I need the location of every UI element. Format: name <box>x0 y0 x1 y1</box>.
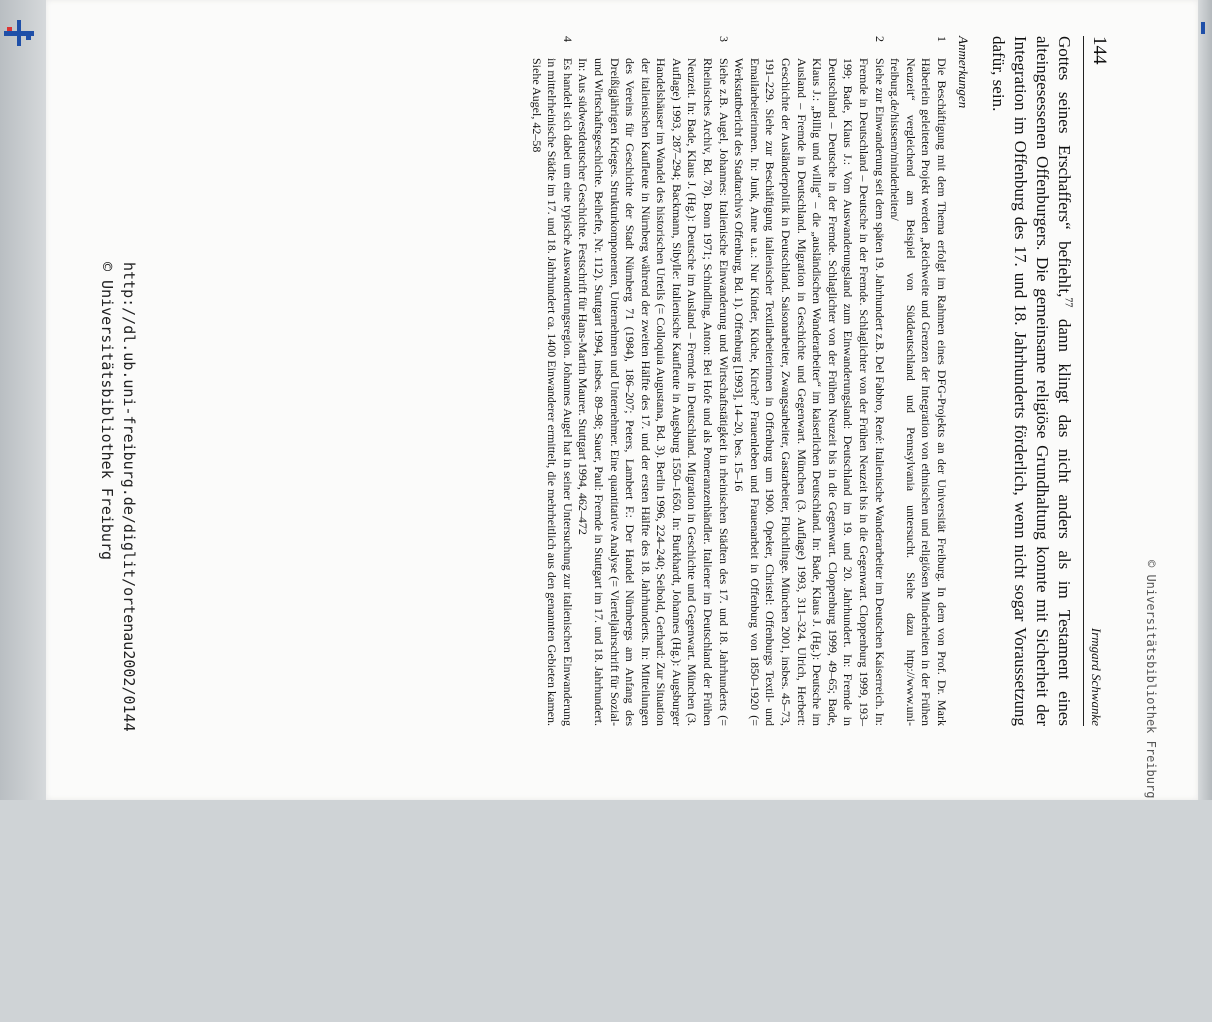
note-number: 4 <box>560 36 575 42</box>
running-author: Irmgard Schwanke <box>1089 627 1104 726</box>
note-text: Siehe z.B. Augel, Johannes: Italienische Einwanderung und Wirtschaftstätigkeit in rheinischen Städten des 17. und 18. Jahrhunderts (= Rheinisches Archiv, Bd. 78). Bonn 1971; Schindling, Anton: Bei Hofe und als Pomeranzenhändler. Italiener im Deutschland der Frühen Neuzeit. In: Bade, Klaus J. (Hg.): Deutsche im Ausland – Fremde in Deutschland. Migration in Geschichte und Gegenwart. München (3. Auflage) 1993, 287–294; Backmann, Sibylle: Italienische Kaufleute in Augsburg 1550–1650. In: Burkhardt, Johannes (Hg.): Augsburger Handelshäuser im Wandel des historischen Urteils (= Colloquia Augustana, Bd. 3). Berlin 1996, 224–240; Seibold, Gerhard: Zur Situation der italienischen Kaufleute in Nürnberg während der zweiten Hälfte des 17. und der ersten Hälfte des 18. Jahrhunderts. In: Mitteilungen des Vereins für Geschichte der Stadt Nürnberg 71 (1984), 186–207; Peters, Lambert F.: Der Handel Nürnbergs am Anfang des Dreißigjährigen Krieges. Strukturkomponenten, Unternehmen und Unternehmer. Eine quantitative Analyse (= Vierteljahrschrift für Sozial- und Wirtschaftsgeschichte. Beihefte, Nr. 112). Stuttgart 1994, insbes. 89–98; Sauer, Paul: Fremde in Stuttgart im 17. und 18. Jahrhundert. In: Aus südwestdeutscher Geschichte. Festschrift für Hans-Martin Maurer. Stuttgart 1994, 462–472 <box>576 58 731 726</box>
body-text-start: Gottes seines Erschaffers“ befiehlt, <box>1055 36 1074 298</box>
page-number: 144 <box>1089 36 1110 65</box>
edge-watermark: © Universitätsbibliothek Freiburg <box>1144 560 1158 799</box>
watermark-url: http://dl.ub.uni-freiburg.de/diglit/ortenau2002/0144 <box>120 262 138 732</box>
right-gutter <box>1198 0 1212 800</box>
note-text: Die Beschäftigung mit dem Thema erfolgt im Rahmen eines DFG-Projekts an der Universität Freiburg. In dem von Prof. Dr. Mark Häberlein geleiteten Projekt werden „Reichweite und Grenzen der Integration von ethnischen und religiösen Minderheiten in der Frühen Neuzeit“ vergleichend am Beispiel von Süddeutschland und Pennsylvania untersucht. Siehe dazu http://www.uni-freiburg.de/histsem/minderheiten/ <box>888 58 949 726</box>
body-text-rest: dann klingt das nicht anders als im Testament eines alteingesessenen Offenburgers. Die gemeinsame religiöse Grundhaltung konnte mit Sicherheit der Integration im Offenburg des 17. und 18. Jahrhunderts förderlich, wenn nicht sogar Voraussetzung dafür, sein. <box>989 36 1074 726</box>
page-header <box>1083 36 1112 726</box>
note-item <box>528 36 575 726</box>
footnote-ref: 77 <box>1062 297 1074 308</box>
note-item <box>575 36 731 726</box>
note-text: Es handelt sich dabei um eine typische Auswanderungsregion. Johannes Augel hat in seiner Untersuchung zur italienischen Einwanderung in mittelrheinische Städte im 17. und 18. Jahrhundert ca. 1400 Einwanderer ermittelt, die mehrheitlich aus den genannten Gebieten kamen. Siehe Augel, 42–58 <box>529 58 575 726</box>
notes-list <box>528 36 949 726</box>
rotated-page-content <box>102 36 1112 726</box>
left-gutter <box>0 0 46 800</box>
body-paragraph <box>987 36 1075 726</box>
note-number: 2 <box>872 36 887 42</box>
notes-heading: Anmerkungen <box>956 36 971 109</box>
library-logo-icon-right <box>1201 20 1209 36</box>
note-number: 3 <box>716 36 731 42</box>
note-text: Siehe zur Einwanderung seit dem späten 19. Jahrhundert z.B. Del Fabbro, René: Italienische Wanderarbeiter im Deutschen Kaiserreich. In: Fremde in Deutschland – Deutsche in der Fremde. Schlaglichter von der Frühen Neuzeit bis in die Gegenwart. Cloppenburg 1999, 193–199; Bade, Klaus J.: Vom Auswanderungsland zum Einwanderungsland: Deutschland im 19. und 20. Jahrhundert. In: Fremde in Deutschland – Deutsche in der Fremde. Schlaglichter von der Frühen Neuzeit bis in die Gegenwart. Cloppenburg 1999, 49–65; Bade, Klaus J.: „Billig und willig“ – die „ausländischen Wanderarbeiter“ im kaiserlichen Deutschland. In: Bade, Klaus J. (Hg.): Deutsche im Ausland – Fremde in Deutschland. Migration in Geschichte und Gegenwart. München (3. Auflage) 1993, 311–324. Ulrich, Herbert: Geschichte der Ausländerpolitik in Deutschland. Saisonarbeiter, Zwangsarbeiter, Gastarbeiter, Flüchtlinge. München 2001, insbes. 45–73, 191–229. Siehe zur Beschäftigung italienischer Textilarbeiterinnen in Offenburg um 1900. Opeker, Christel: Offenburgs Textil- und Emailarbeiterinnen. In: Junk, Anne u.a.: Nur Kinder, Küche, Kirche? Frauenleben und Frauenarbeit in Offenburg von 1850–1920 (= Werkstattbericht des Stadtarchivs Offenburg, Bd. 1). Offenburg [1993], 14–20, bes. 15–16 <box>732 58 887 726</box>
note-number: 1 <box>935 36 949 42</box>
library-logo-icon <box>4 18 34 48</box>
note-item <box>887 36 949 726</box>
note-item <box>731 36 887 726</box>
watermark-copyright: © Universitätsbibliothek Freiburg <box>98 262 116 561</box>
